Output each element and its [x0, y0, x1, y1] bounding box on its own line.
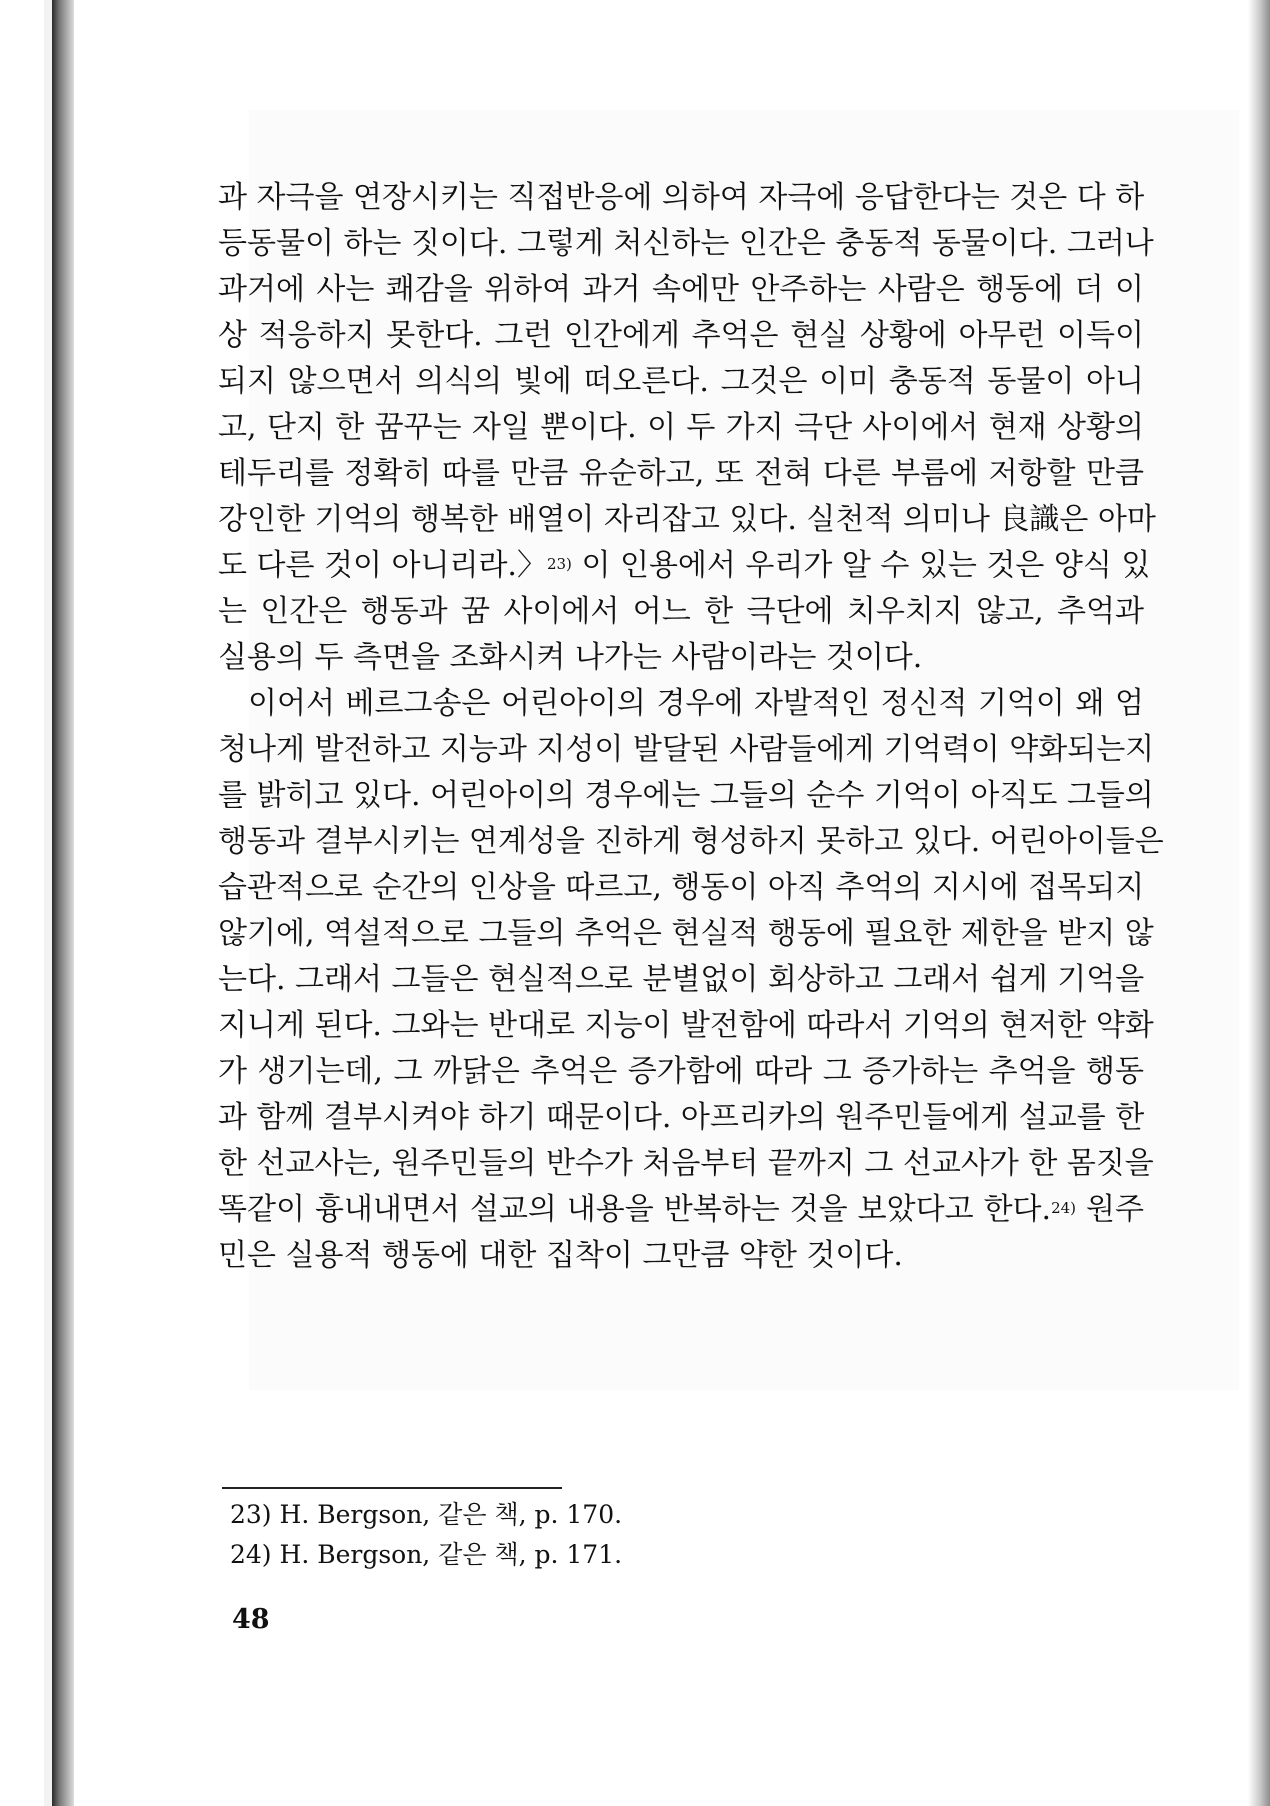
text-line: 않기에, 역설적으로 그들의 추억은 현실적 행동에 필요한 제한을 받지 않	[218, 916, 1154, 951]
text-line: 실용의 두 측면을 조화시켜 나가는 사람이라는 것이다.	[218, 640, 923, 675]
text-line: 는 인간은 행동과 꿈 사이에서 어느 한 극단에 치우치지 않고, 추억과	[218, 594, 1144, 629]
body-text	[218, 175, 1164, 1279]
text-line: 고, 단지 한 꿈꾸는 자일 뿐이다. 이 두 가지 극단 사이에서 현재 상황의	[218, 410, 1144, 445]
text-line: 과 자극을 연장시키는 직접반응에 의하여 자극에 응답한다는 것은 다 하	[218, 180, 1145, 215]
book-binding-shadow	[52, 0, 74, 1806]
text-line: 행동과 결부시키는 연계성을 진하게 형성하지 못하고 있다. 어린아이들은	[218, 824, 1164, 859]
text-line: 되지 않으면서 의식의 빛에 떠오른다. 그것은 이미 충동적 동물이 아니	[218, 364, 1144, 399]
text-line: 과거에 사는 쾌감을 위하여 과거 속에만 안주하는 사람은 행동에 더 이	[218, 272, 1144, 307]
text-line: 강인한 기억의 행복한 배열이 자리잡고 있다. 실천적 의미나 良識은 아마	[218, 502, 1156, 537]
text-line: 과 함께 결부시켜야 하기 때문이다. 아프리카의 원주민들에게 설교를 한	[218, 1100, 1145, 1135]
text-line: 청나게 발전하고 지능과 지성이 발달된 사람들에게 기억력이 약화되는지	[218, 732, 1155, 767]
footnote-23: 23) H. Bergson, 같은 책, p. 170.	[230, 1500, 623, 1529]
text-line	[218, 543, 1151, 589]
text-fragment: 똑같이 흉내내면서 설교의 내용을 반복하는 것을 보았다고 한다.	[218, 1192, 1052, 1227]
paragraph-2	[218, 681, 1164, 1279]
text-line: 가 생기는데, 그 까닭은 추억은 증가함에 따라 그 증가하는 추억을 행동	[218, 1054, 1144, 1089]
text-line: 등동물이 하는 짓이다. 그렇게 처신하는 인간은 충동적 동물이다. 그러나	[218, 226, 1154, 261]
page-number: 48	[232, 1604, 270, 1635]
page-right-edge-shadow	[1248, 0, 1270, 1806]
text-line: 한 선교사는, 원주민들의 반수가 처음부터 끝까지 그 선교사가 한 몸짓을	[218, 1146, 1154, 1181]
text-line: 민은 실용적 행동에 대한 집착이 그만큼 약한 것이다.	[218, 1238, 903, 1273]
text-line	[218, 1187, 1144, 1233]
text-line: 를 밝히고 있다. 어린아이의 경우에는 그들의 순수 기억이 아직도 그들의	[218, 778, 1154, 813]
paragraph-1	[218, 175, 1156, 681]
text-fragment: 원주	[1076, 1192, 1144, 1227]
footnote-ref-24[interactable]: 24)	[1051, 1199, 1077, 1217]
text-line: 는다. 그래서 그들은 현실적으로 분별없이 회상하고 그래서 쉽게 기억을	[218, 962, 1145, 997]
footnote-divider	[222, 1487, 562, 1489]
text-line: 이어서 베르그송은 어린아이의 경우에 자발적인 정신적 기억이 왜 엄	[248, 686, 1144, 721]
text-line: 상 적응하지 못한다. 그런 인간에게 추억은 현실 상황에 아무런 이득이	[218, 318, 1144, 353]
text-line: 테두리를 정확히 따를 만큼 유순하고, 또 전혀 다른 부름에 저항할 만큼	[218, 456, 1144, 491]
text-line: 지니게 된다. 그와는 반대로 지능이 발전함에 따라서 기억의 현저한 약화	[218, 1008, 1154, 1043]
footnote-24: 24) H. Bergson, 같은 책, p. 171.	[230, 1540, 623, 1569]
footnotes	[230, 1495, 830, 1575]
text-fragment: 이 인용에서 우리가 알 수 있는 것은 양식 있	[571, 548, 1151, 583]
text-line: 습관적으로 순간의 인상을 따르고, 행동이 아직 추억의 지시에 접목되지	[218, 870, 1145, 905]
text-fragment: 도 다른 것이 아니리라.〉	[218, 548, 547, 583]
footnote-ref-23[interactable]: 23)	[546, 555, 572, 573]
